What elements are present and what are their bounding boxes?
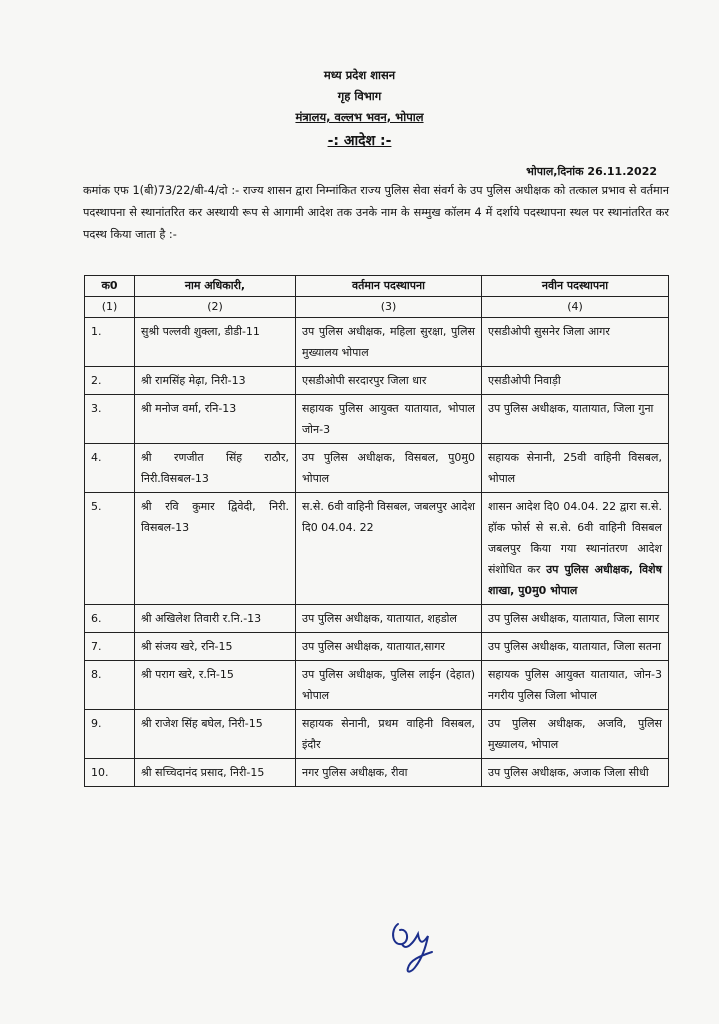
current-posting: स.से. 6वी वाहिनी विसबल, जबलपुर आदेश दि0 04.04. 22 bbox=[296, 493, 482, 605]
col-number: (4) bbox=[482, 297, 669, 318]
current-posting: सहायक पुलिस आयुक्त यातायात, भोपाल जोन-3 bbox=[296, 395, 482, 444]
serial-number: 3. bbox=[85, 395, 135, 444]
new-posting-highlight: उप पुलिस अधीक्षक, विशेष शाखा, पु0मु0 भोपाल bbox=[488, 563, 663, 597]
officer-name: श्री रवि कुमार द्विवेदी, निरी. विसबल-13 bbox=[135, 493, 296, 605]
new-posting-note: शासन आदेश दि0 04.04. 22 द्वारा स.से. हॉक फोर्स से स.से. 6वी वाहिनी विसबल जबलपुर किया गया स्थानांतरण आदेश संशोधित कर bbox=[488, 500, 662, 576]
current-posting: उप पुलिस अधीक्षक, यातायात, शहडोल bbox=[296, 605, 482, 633]
new-posting: उप पुलिस अधीक्षक, अजाक जिला सीधी bbox=[482, 759, 669, 787]
officer-name: श्री अखिलेश तिवारी र.नि.-13 bbox=[135, 605, 296, 633]
table-row bbox=[85, 605, 669, 633]
officer-name: श्री पराग खरे, र.नि-15 bbox=[135, 661, 296, 710]
new-posting bbox=[482, 493, 669, 605]
col-number: (2) bbox=[135, 297, 296, 318]
current-posting: उप पुलिस अधीक्षक, पुलिस लाईन (देहात) भोपाल bbox=[296, 661, 482, 710]
col-header-new-posting: नवीन पदस्थापना bbox=[482, 276, 669, 297]
table-row bbox=[85, 661, 669, 710]
column-number-row bbox=[85, 297, 669, 318]
new-posting: सहायक पुलिस आयुक्त यातायात, जोन-3 नगरीय पुलिस जिला भोपाल bbox=[482, 661, 669, 710]
govt-name: मध्य प्रदेश शासन bbox=[323, 68, 396, 82]
order-title: -: आदेश :- bbox=[327, 133, 392, 149]
table-row bbox=[85, 444, 669, 493]
table-row bbox=[85, 395, 669, 444]
serial-number: 5. bbox=[85, 493, 135, 605]
serial-number: 10. bbox=[85, 759, 135, 787]
serial-number: 9. bbox=[85, 710, 135, 759]
new-posting: उप पुलिस अधीक्षक, यातायात, जिला सतना bbox=[482, 633, 669, 661]
current-posting: उप पुलिस अधीक्षक, विसबल, पु0मु0 भोपाल bbox=[296, 444, 482, 493]
serial-number: 6. bbox=[85, 605, 135, 633]
current-posting: एसडीओपी सरदारपुर जिला धार bbox=[296, 367, 482, 395]
col-number: (1) bbox=[85, 297, 135, 318]
current-posting: सहायक सेनानी, प्रथम वाहिनी विसबल, इंदौर bbox=[296, 710, 482, 759]
serial-number: 8. bbox=[85, 661, 135, 710]
table-header-row bbox=[85, 276, 669, 297]
table-row bbox=[85, 367, 669, 395]
department-name: गृह विभाग bbox=[337, 89, 382, 103]
col-header-name: नाम अधिकारी, bbox=[135, 276, 296, 297]
officer-name: श्री संजय खरे, रनि-15 bbox=[135, 633, 296, 661]
officer-name: सुश्री पल्लवी शुक्ला, डीडी-11 bbox=[135, 318, 296, 367]
serial-number: 1. bbox=[85, 318, 135, 367]
order-date: भोपाल,दिनांक 26.11.2022 bbox=[526, 165, 657, 178]
serial-number: 4. bbox=[85, 444, 135, 493]
col-header-current-posting: वर्तमान पदस्थापना bbox=[296, 276, 482, 297]
serial-number: 7. bbox=[85, 633, 135, 661]
table-row bbox=[85, 633, 669, 661]
order-intro-paragraph: कमांक एफ 1(बी)73/22/बी-4/दो :- राज्य शासन द्वारा निम्नांकित राज्य पुलिस सेवा संवर्ग के उप पुलिस अधीक्षक को तत्काल प्रभाव से वर्तमान पदस्थापना से स्थानांतरित कर अस्थायी रूप से आगामी आदेश तक उनके नाम के सम्मुख कॉलम 4 में दर्शाये पदस्थापना स्थल पर स्थानांतरित कर पदस्थ किया जाता है :- bbox=[83, 184, 669, 241]
office-address: मंत्रालय, वल्लभ भवन, भोपाल bbox=[295, 110, 424, 124]
officer-name: श्री मनोज वर्मा, रनि-13 bbox=[135, 395, 296, 444]
transfer-table bbox=[84, 275, 669, 787]
new-posting: उप पुलिस अधीक्षक, यातायात, जिला सागर bbox=[482, 605, 669, 633]
new-posting: उप पुलिस अधीक्षक, यातायात, जिला गुना bbox=[482, 395, 669, 444]
officer-name: श्री राजेश सिंह बघेल, निरी-15 bbox=[135, 710, 296, 759]
current-posting: नगर पुलिस अधीक्षक, रीवा bbox=[296, 759, 482, 787]
col-header-serial: क0 bbox=[85, 276, 135, 297]
new-posting: एसडीओपी निवाड़ी bbox=[482, 367, 669, 395]
new-posting: उप पुलिस अधीक्षक, अजवि, पुलिस मुख्यालय, भोपाल bbox=[482, 710, 669, 759]
officer-name: श्री रणजीत सिंह राठौर, निरी.विसबल-13 bbox=[135, 444, 296, 493]
table-row bbox=[85, 318, 669, 367]
officer-name: श्री सच्चिदानंद प्रसाद, निरी-15 bbox=[135, 759, 296, 787]
current-posting: उप पुलिस अधीक्षक, यातायात,सागर bbox=[296, 633, 482, 661]
new-posting: सहायक सेनानी, 25वी वाहिनी विसबल, भोपाल bbox=[482, 444, 669, 493]
current-posting: उप पुलिस अधीक्षक, महिला सुरक्षा, पुलिस मुख्यालय भोपाल bbox=[296, 318, 482, 367]
signature-icon bbox=[384, 912, 444, 982]
col-number: (3) bbox=[296, 297, 482, 318]
table-row bbox=[85, 759, 669, 787]
officer-name: श्री रामसिंह मेढ़ा, निरी-13 bbox=[135, 367, 296, 395]
serial-number: 2. bbox=[85, 367, 135, 395]
table-row bbox=[85, 493, 669, 605]
new-posting: एसडीओपी सुसनेर जिला आगर bbox=[482, 318, 669, 367]
table-row bbox=[85, 710, 669, 759]
